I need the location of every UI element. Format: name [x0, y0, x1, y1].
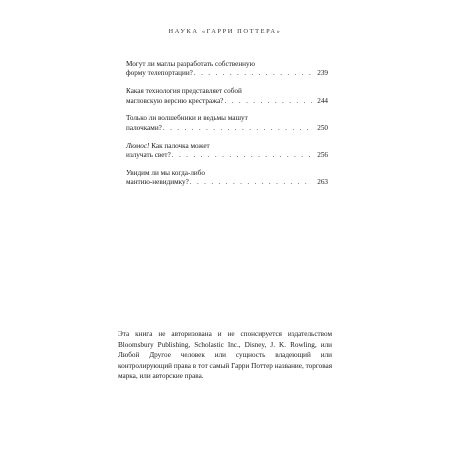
toc-entry-title-line: Какая технология представляет собой	[126, 87, 242, 96]
running-head: НАУКА «ГАРРИ ПОТТЕРА»	[168, 28, 282, 35]
table-of-contents	[126, 60, 328, 196]
dot-leader	[225, 97, 313, 106]
dot-leader	[163, 124, 312, 133]
dot-leader	[190, 178, 312, 187]
toc-page-number: 250	[317, 123, 328, 132]
toc-entry-title-line: палочками?	[126, 123, 162, 132]
toc-entry-italic-spell: Люмос!	[126, 141, 150, 150]
toc-entry-teleportation[interactable]	[126, 60, 328, 79]
toc-page-number: 256	[317, 151, 328, 160]
toc-entry-title-line: Только ли волшебники и ведьмы машут	[126, 114, 248, 123]
toc-entry-title-line: форму телепортации?	[126, 69, 193, 78]
toc-entry-horcrux[interactable]	[126, 87, 328, 106]
toc-entry-title-line: излучать свет?	[126, 151, 171, 160]
toc-entry-invisibility-cloak[interactable]	[126, 169, 328, 188]
copyright-disclaimer	[118, 329, 332, 382]
toc-page-number: 244	[317, 96, 328, 105]
toc-entry-wands[interactable]	[126, 114, 328, 133]
dot-leader	[172, 151, 312, 160]
toc-entry-title-line: Увидим ли мы когда-либо	[126, 168, 206, 177]
toc-page-number: 263	[317, 178, 328, 187]
toc-page-number: 239	[317, 69, 328, 78]
toc-entry-title-line: Могут ли маглы разработать собственную	[126, 60, 255, 68]
toc-entry-title-line: мантию-невидимку?	[126, 178, 189, 187]
toc-entry-title-line: Как палочка может	[149, 141, 210, 150]
toc-entry-lumos[interactable]	[126, 142, 328, 161]
dot-leader	[194, 69, 312, 78]
disclaimer-text: Эта книга не авторизована и не спонсируется издательством Bloomsbury Publishing, Scholastic Inc., Disney, J. K. Rowling, или Любой Другое человек или сущность владеющий или контролирующий права в тот самый Гарри Поттер название, торговая марка, или авторские права.	[118, 330, 332, 381]
toc-entry-title-line: магловскую версию крестража?	[126, 96, 224, 105]
